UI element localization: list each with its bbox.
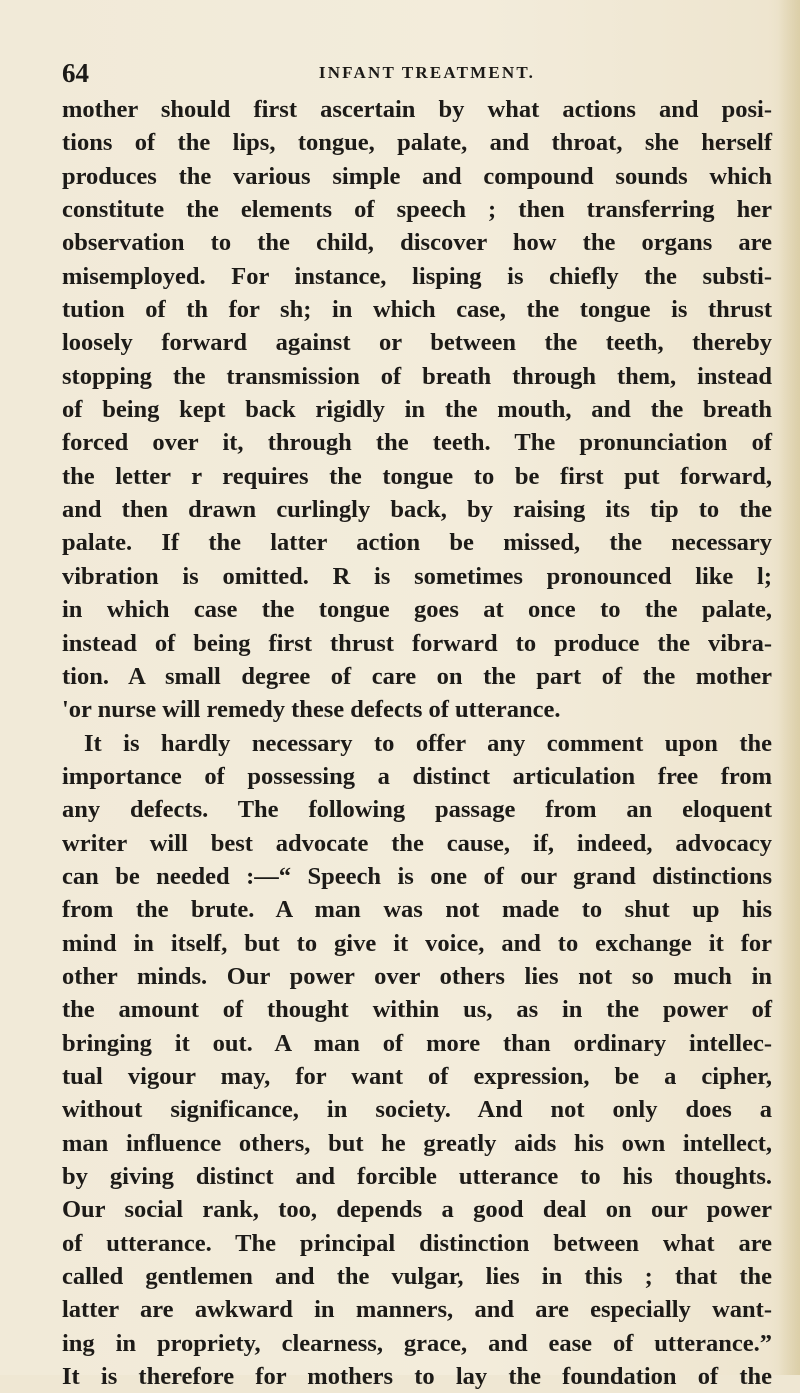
page-edge-shadow <box>778 0 800 1375</box>
text-line: 'or nurse will remedy these defects of utterance. <box>62 696 561 724</box>
text-line: can be needed :—“ Speech is one of our grand distinctions <box>62 862 772 890</box>
text-line: tual vigour may, for want of expression, be a cipher, <box>62 1062 772 1090</box>
text-line: latter are awkward in manners, and are especially want- <box>62 1296 772 1324</box>
text-line: forced over it, through the teeth. The pronunciation of <box>62 429 772 457</box>
running-head: INFANT TREATMENT. <box>318 63 536 82</box>
text-line: It is hardly necessary to offer any comment upon the <box>84 729 772 757</box>
text-line: any defects. The following passage from an eloquent <box>62 796 772 824</box>
text-line: mother should first ascertain by what actions and posi- <box>62 96 772 123</box>
text-line: from the brute. A man was not made to shut up his <box>62 896 772 924</box>
text-line: It is therefore for mothers to lay the foundation of the <box>62 1363 772 1391</box>
text-line: constitute the elements of speech ; then transferring her <box>62 196 772 224</box>
text-line: ing in propriety, clearness, grace, and ease of utterance.” <box>62 1329 772 1357</box>
text-line: importance of possessing a distinct articulation free from <box>62 762 772 790</box>
text-line: instead of being first thrust forward to produce the vibra- <box>62 629 772 657</box>
body-text <box>62 93 772 1393</box>
text-line: produces the various simple and compound sounds which <box>62 162 772 190</box>
text-line: the amount of thought within us, as in the power of <box>62 996 772 1024</box>
text-line: tion. A small degree of care on the part of the mother <box>62 662 772 690</box>
text-line: in which case the tongue goes at once to the palate, <box>62 596 772 624</box>
text-line: the letter r requires the tongue to be first put forward, <box>62 462 772 490</box>
text-line: and then drawn curlingly back, by raising its tip to the <box>62 496 772 524</box>
page-header <box>62 55 762 95</box>
text-line: palate. If the latter action be missed, the necessary <box>62 529 772 557</box>
text-line: stopping the transmission of breath through them, instead <box>62 362 772 390</box>
text-line: of utterance. The principal distinction between what are <box>62 1229 772 1257</box>
text-line: Our social rank, too, depends a good deal on our power <box>62 1196 772 1224</box>
text-line: loosely forward against or between the teeth, thereby <box>62 329 772 357</box>
text-line: mind in itself, but to give it voice, and to exchange it for <box>62 929 772 957</box>
text-line: by giving distinct and forcible utterance to his thoughts. <box>62 1163 772 1190</box>
text-line: bringing it out. A man of more than ordinary intellec- <box>62 1029 772 1057</box>
text-line: of being kept back rigidly in the mouth, and the breath <box>62 396 772 424</box>
text-line: man influence others, but he greatly aids his own intellect, <box>62 1129 772 1157</box>
text-line: observation to the child, discover how the organs are <box>62 229 772 257</box>
text-line: without significance, in society. And not only does a <box>62 1096 772 1124</box>
text-line: vibration is omitted. R is sometimes pronounced like l; <box>62 562 772 590</box>
text-line: writer will best advocate the cause, if, indeed, advocacy <box>62 829 772 857</box>
text-line: misemployed. For instance, lisping is chiefly the substi- <box>62 262 772 290</box>
text-line: tions of the lips, tongue, palate, and throat, she herself <box>62 129 772 157</box>
page-number: 64 <box>62 58 89 88</box>
text-line: other minds. Our power over others lies not so much in <box>62 962 772 990</box>
text-line: tution of th for sh; in which case, the tongue is thrust <box>62 296 772 324</box>
text-line: called gentlemen and the vulgar, lies in this ; that the <box>62 1263 772 1291</box>
